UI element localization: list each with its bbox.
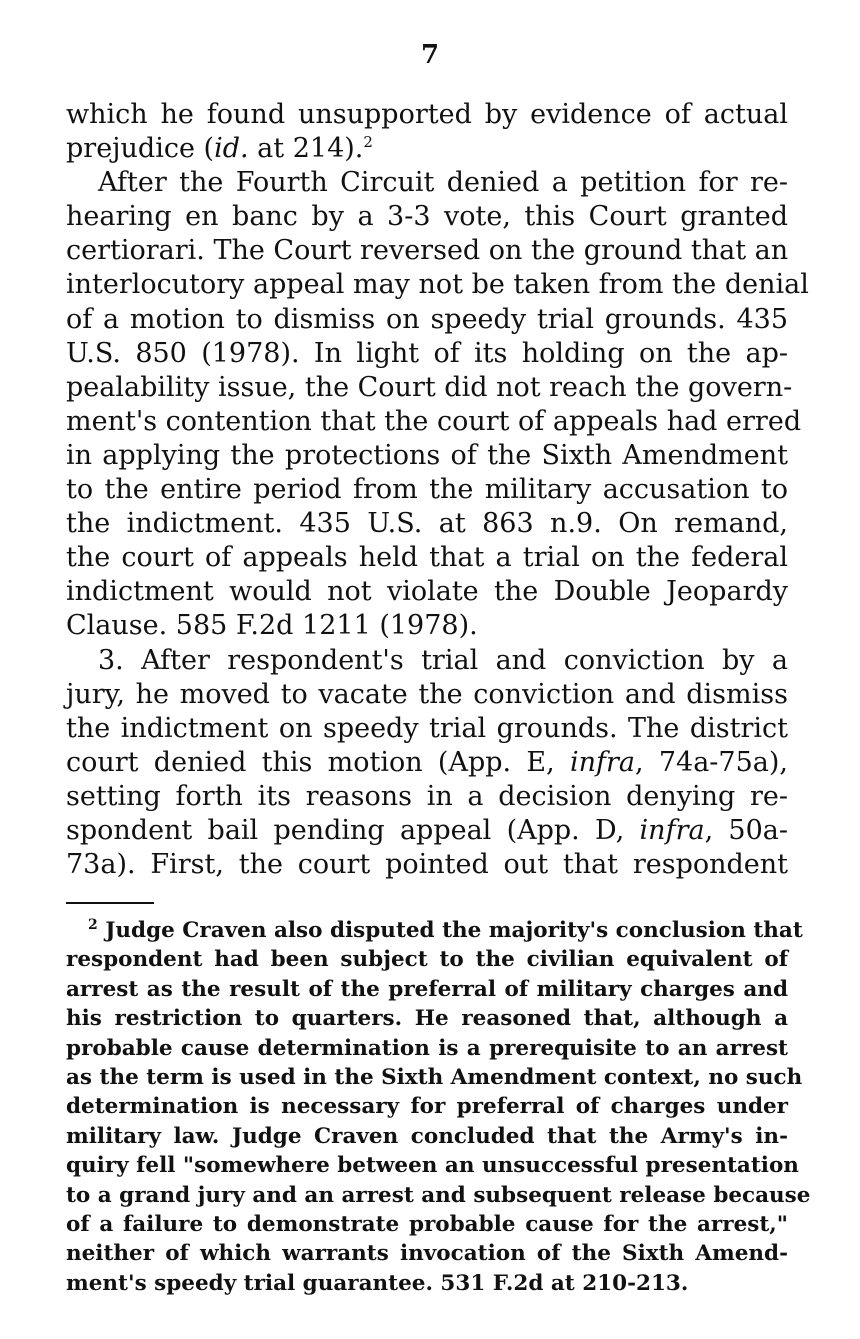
body-line: certiorari. The Court reversed on the ground that an — [66, 235, 789, 267]
footnote-line: arrest as the result of the preferral of military charges and — [66, 976, 788, 1002]
footnote-line: neither of which warrants invocation of the Sixth Amend- — [66, 1241, 788, 1267]
footnote-number: 2 — [88, 916, 98, 933]
footnote-divider — [66, 902, 154, 904]
footnote-line: as the term is used in the Sixth Amendment context, no such — [66, 1065, 803, 1091]
body-line: hearing en banc by a 3-3 vote, this Court granted — [66, 201, 788, 233]
body-line: the indictment. 435 U.S. at 863 n.9. On remand, — [66, 508, 788, 540]
body-line: to the entire period from the military accusation to — [66, 474, 788, 506]
body-line: setting forth its reasons in a decision denying re- — [66, 780, 788, 812]
footnote-line: probable cause determination is a prerequisite to an arrest — [66, 1035, 788, 1061]
body-line: After the Fourth Circuit denied a petition for re- — [98, 167, 788, 199]
body-line: the court of appeals held that a trial on the federal — [66, 542, 788, 574]
footnote-line-with-number — [66, 916, 803, 945]
body-line: which he found unsupported by evidence of actual — [66, 99, 788, 130]
footnote-line: of a failure to demonstrate probable cause for the arrest," — [66, 1212, 788, 1238]
body-line: court denied this motion (App. E, infra, 74a-75a), — [66, 746, 788, 778]
body-line: Clause. 585 F.2d 1211 (1978). — [66, 610, 478, 642]
footnote-line: ment's speedy trial guarantee. 531 F.2d at 210-213. — [66, 1270, 689, 1296]
body-line: indictment would not violate the Double Jeopardy — [66, 576, 788, 608]
body-line: jury, he moved to vacate the conviction and dismiss — [66, 678, 788, 710]
body-line: in applying the protections of the Sixth Amendment — [66, 439, 788, 471]
footnote-line: determination is necessary for preferral of charges under — [66, 1094, 788, 1120]
body-text — [66, 98, 809, 882]
footnote-reference[interactable]: 2 — [363, 133, 373, 152]
page-number: 7 — [420, 40, 440, 70]
body-line-text: prejudice (id. at 214). — [66, 133, 364, 165]
footnote-line-text: Judge Craven also disputed the majority's conclusion that — [105, 918, 803, 943]
footnote-line: to a grand jury and an arrest and subsequent release because — [66, 1182, 811, 1208]
body-line: 73a). First, the court pointed out that respondent — [66, 849, 788, 881]
body-line: the indictment on speedy trial grounds. The district — [66, 712, 788, 744]
body-line: of a motion to dismiss on speedy trial grounds. 435 — [66, 303, 788, 335]
footnote-line: his restriction to quarters. He reasoned that, although a — [66, 1006, 788, 1032]
body-line: pealability issue, the Court did not reach the govern- — [66, 371, 793, 403]
footnote-line: respondent had been subject to the civilian equivalent of — [66, 947, 788, 973]
footnote-line: quiry fell "somewhere between an unsuccessful presentation — [66, 1153, 799, 1179]
body-line: interlocutory appeal may not be taken from the denial — [66, 269, 809, 301]
body-line: ment's contention that the court of appeals had erred — [66, 405, 802, 437]
body-line: U.S. 850 (1978). In light of its holding on the ap- — [66, 337, 788, 369]
body-line: 3. After respondent's trial and conviction by a — [98, 644, 788, 676]
body-line: spondent bail pending appeal (App. D, infra, 50a- — [66, 814, 788, 846]
body-line-with-footnote — [66, 132, 788, 166]
footnote — [66, 916, 811, 1298]
footnote-line: military law. Judge Craven concluded that the Army's in- — [66, 1123, 788, 1149]
